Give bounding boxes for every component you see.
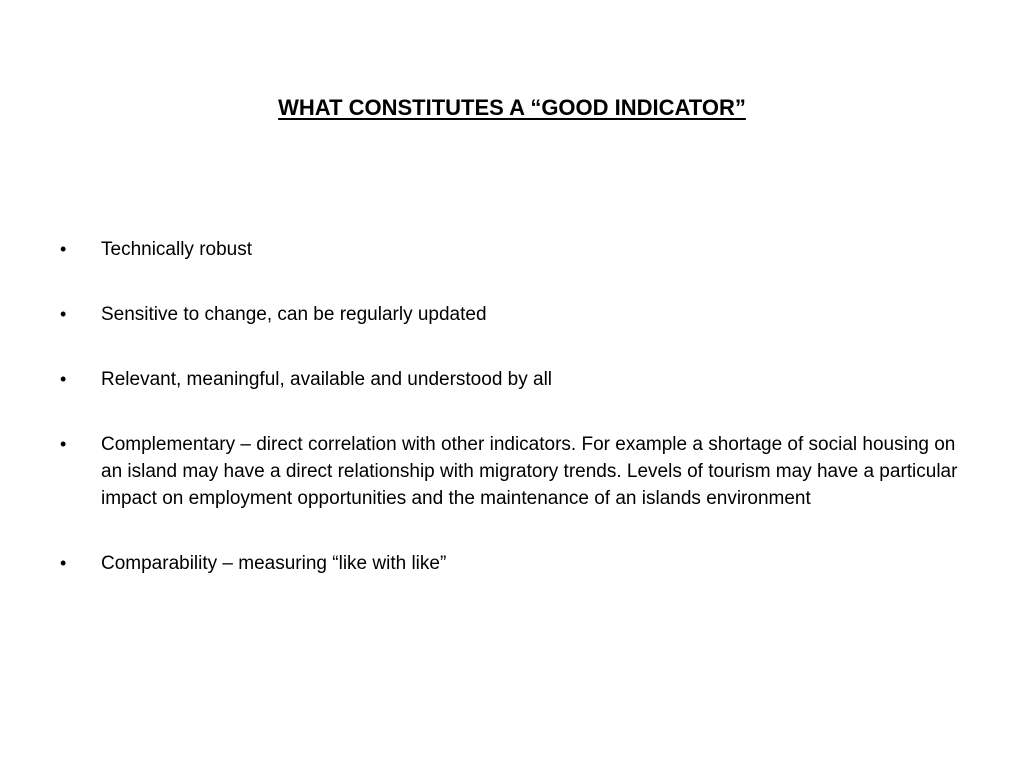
bullet-icon: • <box>60 553 67 573</box>
bullet-item <box>60 550 960 577</box>
bullet-item <box>60 301 960 328</box>
bullet-icon: • <box>60 304 67 324</box>
bullet-item <box>60 431 960 512</box>
bullet-icon: • <box>60 239 67 259</box>
bullet-item <box>60 236 960 263</box>
bullet-text: Relevant, meaningful, available and understood by all <box>101 369 553 390</box>
bullet-item <box>60 366 960 393</box>
slide-title <box>0 93 1024 123</box>
bullet-text: Comparability – measuring “like with like” <box>101 553 447 574</box>
bullet-list <box>60 236 960 615</box>
bullet-icon: • <box>60 434 67 454</box>
bullet-icon: • <box>60 369 67 389</box>
slide-title-text: WHAT CONSTITUTES A “GOOD INDICATOR” <box>278 95 746 120</box>
bullet-text: Technically robust <box>101 239 253 260</box>
bullet-text: Sensitive to change, can be regularly updated <box>101 304 487 325</box>
bullet-text: Complementary – direct correlation with other indicators. For example a shortage of social housing on an island may have a direct relationship with migratory trends. Levels of tourism may have a particular impact on employment opportunities and the maintenance of an islands environment <box>101 434 958 509</box>
